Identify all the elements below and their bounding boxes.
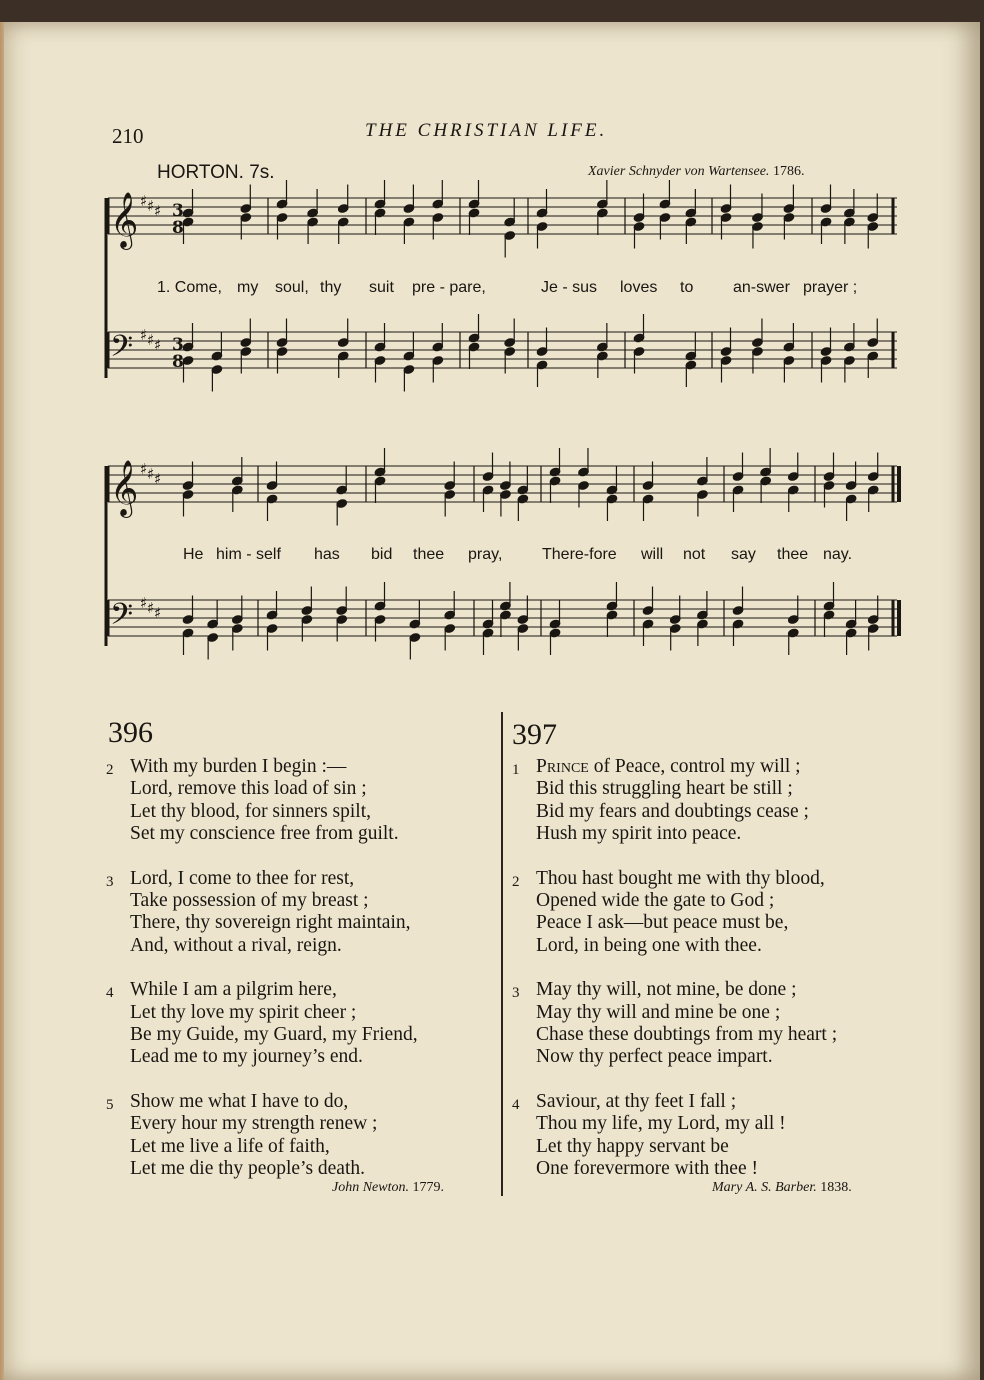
- stanza: [106, 979, 490, 1069]
- time-signature-icon: 8: [172, 352, 184, 372]
- time-signature-icon: 3: [172, 201, 184, 221]
- stanza: [512, 979, 916, 1069]
- lyric-syllable: to: [680, 279, 694, 296]
- verse-number: 1: [512, 762, 520, 778]
- verse-line: Let thy happy servant be: [536, 1135, 729, 1157]
- treble-clef-icon: 𝄞: [110, 192, 139, 248]
- hymn-397-text: [512, 756, 916, 1203]
- verse-line: Peace I ask—but peace must be,: [536, 912, 789, 934]
- verse-line: Lord, in being one with thee.: [536, 934, 762, 956]
- composer-year: 1786.: [772, 164, 805, 179]
- sharp-icon: ♯: [147, 465, 155, 483]
- lyric-syllable: suit: [369, 279, 394, 296]
- page-number: 210: [112, 124, 144, 148]
- verse-line: Thou my life, my Lord, my all !: [536, 1113, 786, 1135]
- column-divider: [501, 712, 503, 1196]
- verse-number: 2: [512, 873, 520, 890]
- tune-name: HORTON.: [157, 162, 244, 183]
- treble-clef-icon: 𝄞: [110, 460, 139, 516]
- running-title: THE CHRISTIAN LIFE.: [365, 120, 608, 141]
- stanza: [512, 756, 916, 846]
- year-396: 1779.: [412, 1180, 444, 1195]
- hymn-397-attribution: [712, 1180, 852, 1196]
- stanza: [512, 1090, 916, 1181]
- lyric-syllable: Je - sus: [541, 279, 598, 296]
- verse-line: Opened wide the gate to God ;: [536, 890, 775, 912]
- lyric-syllable: thy: [320, 279, 342, 296]
- lyric-syllable: pray,: [468, 546, 503, 563]
- lyric-syllable: bid: [371, 546, 393, 563]
- verse-line: Let me live a life of faith,: [130, 1135, 330, 1157]
- verse-number: 3: [106, 873, 114, 890]
- sharp-icon: ♯: [154, 336, 162, 354]
- lyric-syllable: nay.: [823, 546, 853, 563]
- author-396: John Newton.: [332, 1180, 409, 1195]
- verse-line: May thy will, not mine, be done ;: [536, 979, 797, 1001]
- verse-line: Saviour, at thy feet I fall ;: [536, 1090, 737, 1112]
- verse-line: With my burden I begin :—: [130, 756, 347, 777]
- verse-line: There, thy sovereign right maintain,: [130, 912, 411, 934]
- sharp-icon: ♯: [140, 192, 148, 210]
- lyric-syllable: prayer ;: [803, 279, 858, 296]
- lyric-syllable: pre - pare,: [412, 279, 486, 296]
- verse-line: Every hour my strength renew ;: [130, 1113, 378, 1135]
- verse-number: 4: [106, 985, 114, 1002]
- hymn-number-396: 396: [108, 716, 153, 749]
- lyric-syllable: loves: [620, 279, 658, 296]
- lyric-syllable: has: [314, 546, 340, 563]
- lyric-syllable: soul,: [275, 279, 309, 296]
- author-397: Mary A. S. Barber.: [712, 1180, 817, 1195]
- lyric-syllable: my: [237, 279, 259, 296]
- hymn-396-text: [106, 756, 490, 1203]
- lyric-syllable: not: [683, 546, 706, 563]
- lyric-syllable: 1. Come,: [157, 279, 222, 296]
- bass-clef-icon: 𝄢: [110, 598, 134, 639]
- sharp-icon: ♯: [140, 326, 148, 344]
- verse-line: Hush my spirit into peace.: [536, 823, 742, 845]
- hymn-number-397: 397: [512, 718, 557, 751]
- tune-meter: 7s.: [249, 162, 275, 183]
- lyric-syllable: say: [731, 546, 756, 563]
- time-signature-icon: 3: [172, 335, 184, 355]
- sharp-icon: ♯: [147, 197, 155, 215]
- verse-number: 4: [512, 1096, 520, 1113]
- stanza: [106, 756, 490, 846]
- lyric-syllable: will: [641, 546, 664, 563]
- lyric-syllable: him - self: [216, 546, 281, 563]
- lyric-syllable: an-swer: [733, 279, 790, 296]
- sharp-icon: ♯: [154, 604, 162, 622]
- verse-line: Thou hast bought me with thy blood,: [536, 867, 825, 889]
- composer-name: Xavier Schnyder von Wartensee.: [588, 164, 770, 179]
- sharp-icon: ♯: [147, 599, 155, 617]
- verse-number: 5: [106, 1096, 114, 1113]
- verse-line: Let thy blood, for sinners spilt,: [130, 800, 372, 822]
- stanza: [512, 867, 916, 958]
- lyric-syllable: There-fore: [542, 546, 617, 563]
- verse-number: 3: [512, 985, 520, 1002]
- verse-line: And, without a rival, reign.: [130, 934, 342, 956]
- verse-line: [536, 756, 916, 778]
- lyric-syllable: thee: [413, 546, 445, 563]
- stanza: [106, 1090, 490, 1181]
- verse-line: Lead me to my journey’s end.: [130, 1046, 363, 1068]
- verse-first-word: Prince: [536, 756, 589, 777]
- time-signature-icon: 8: [172, 218, 184, 238]
- lyric-syllable: thee: [777, 546, 809, 563]
- lyric-syllable: He: [183, 546, 204, 563]
- verse-line: One forevermore with thee !: [536, 1158, 758, 1180]
- verse-line: Bid my fears and doubtings cease ;: [536, 800, 809, 822]
- sharp-icon: ♯: [140, 594, 148, 612]
- verse-line: Show me what I have to do,: [130, 1090, 349, 1112]
- hymn-396-attribution: [332, 1180, 444, 1196]
- verse-line: Let me die thy people’s death.: [130, 1158, 366, 1180]
- verse-line: Let thy love my spirit cheer ;: [130, 1001, 357, 1023]
- verse-line: Take possession of my breast ;: [130, 890, 369, 912]
- sharp-icon: ♯: [154, 470, 162, 488]
- sharp-icon: ♯: [154, 202, 162, 220]
- verse-line: Lord, I come to thee for rest,: [130, 867, 355, 889]
- verse-line: Set my conscience free from guilt.: [130, 823, 399, 845]
- verse-line: Lord, remove this load of sin ;: [130, 778, 367, 800]
- verse-line-rest: of Peace, control my will ;: [588, 756, 801, 777]
- verse-line: May thy will and mine be one ;: [536, 1001, 781, 1023]
- verse-line: Bid this struggling heart be still ;: [536, 778, 793, 800]
- verse-line: Now thy perfect peace impart.: [536, 1046, 773, 1068]
- bass-clef-icon: 𝄢: [110, 330, 134, 371]
- stanza: [106, 867, 490, 958]
- sharp-icon: ♯: [147, 331, 155, 349]
- verse-line: While I am a pilgrim here,: [130, 979, 337, 1001]
- year-397: 1838.: [820, 1180, 852, 1195]
- verse-line: Chase these doubtings from my heart ;: [536, 1024, 838, 1046]
- verse-line: Be my Guide, my Guard, my Friend,: [130, 1024, 418, 1046]
- verse-number: 2: [106, 762, 114, 778]
- sharp-icon: ♯: [140, 460, 148, 478]
